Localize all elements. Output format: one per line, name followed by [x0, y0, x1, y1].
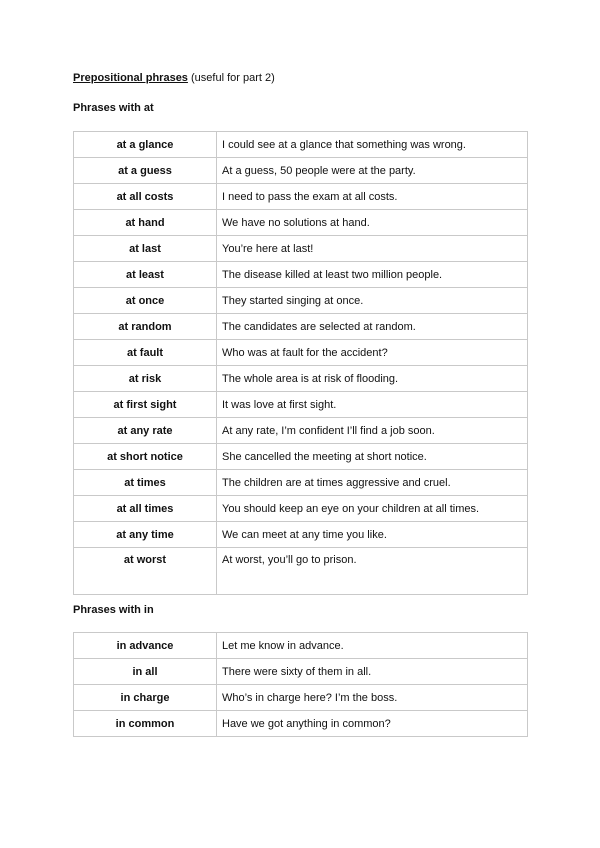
- table-row: [74, 210, 528, 236]
- table-row: [74, 340, 528, 366]
- phrase-cell: at least: [74, 262, 217, 288]
- table-row: [74, 418, 528, 444]
- example-cell: I could see at a glance that something was wrong.: [217, 132, 528, 158]
- example-cell: There were sixty of them in all.: [217, 659, 528, 685]
- example-cell: She cancelled the meeting at short notice.: [217, 444, 528, 470]
- phrase-cell: in advance: [74, 633, 217, 659]
- phrase-cell: at a guess: [74, 158, 217, 184]
- phrase-cell: at times: [74, 470, 217, 496]
- phrase-cell: in charge: [74, 685, 217, 711]
- example-cell: I need to pass the exam at all costs.: [217, 184, 528, 210]
- table-row: [74, 262, 528, 288]
- table-row: [74, 158, 528, 184]
- phrase-cell: at any time: [74, 522, 217, 548]
- phrase-cell: at random: [74, 314, 217, 340]
- example-cell: The whole area is at risk of flooding.: [217, 366, 528, 392]
- table-row: [74, 288, 528, 314]
- table-row: [74, 522, 528, 548]
- example-cell: Who’s in charge here? I’m the boss.: [217, 685, 528, 711]
- example-cell: At worst, you’ll go to prison.: [217, 548, 528, 595]
- table-row: [74, 496, 528, 522]
- section-heading-at: Phrases with at: [73, 102, 154, 114]
- phrase-cell: at any rate: [74, 418, 217, 444]
- title-text: Prepositional phrases: [73, 72, 188, 84]
- example-cell: The disease killed at least two million people.: [217, 262, 528, 288]
- phrases-in-table: [73, 632, 528, 737]
- table-row: [74, 132, 528, 158]
- phrase-cell: at hand: [74, 210, 217, 236]
- section-heading-in: Phrases with in: [73, 604, 154, 616]
- table-row: [74, 685, 528, 711]
- phrase-cell: at fault: [74, 340, 217, 366]
- table-row: [74, 470, 528, 496]
- phrase-cell: at short notice: [74, 444, 217, 470]
- table-row: [74, 711, 528, 737]
- phrase-cell: at all costs: [74, 184, 217, 210]
- example-cell: Let me know in advance.: [217, 633, 528, 659]
- phrase-cell: at last: [74, 236, 217, 262]
- phrase-cell: at worst: [74, 548, 217, 595]
- example-cell: We can meet at any time you like.: [217, 522, 528, 548]
- phrase-cell: at risk: [74, 366, 217, 392]
- example-cell: The children are at times aggressive and cruel.: [217, 470, 528, 496]
- phrase-cell: at all times: [74, 496, 217, 522]
- phrase-cell: at once: [74, 288, 217, 314]
- table-row: [74, 633, 528, 659]
- phrase-cell: at first sight: [74, 392, 217, 418]
- example-cell: Who was at fault for the accident?: [217, 340, 528, 366]
- table-row: [74, 236, 528, 262]
- phrases-at-table: [73, 131, 528, 595]
- phrase-cell: at a glance: [74, 132, 217, 158]
- table-row: [74, 184, 528, 210]
- example-cell: It was love at first sight.: [217, 392, 528, 418]
- table-row: [74, 659, 528, 685]
- example-cell: You’re here at last!: [217, 236, 528, 262]
- example-cell: Have we got anything in common?: [217, 711, 528, 737]
- title-note: (useful for part 2): [187, 72, 275, 84]
- example-cell: We have no solutions at hand.: [217, 210, 528, 236]
- table-row: [74, 366, 528, 392]
- example-cell: At a guess, 50 people were at the party.: [217, 158, 528, 184]
- phrase-cell: in all: [74, 659, 217, 685]
- example-cell: The candidates are selected at random.: [217, 314, 528, 340]
- table-row: [74, 548, 528, 595]
- table-row: [74, 314, 528, 340]
- table-row: [74, 444, 528, 470]
- table-row: [74, 392, 528, 418]
- page-title: [73, 71, 275, 85]
- example-cell: You should keep an eye on your children at all times.: [217, 496, 528, 522]
- example-cell: They started singing at once.: [217, 288, 528, 314]
- phrase-cell: in common: [74, 711, 217, 737]
- example-cell: At any rate, I’m confident I’ll find a job soon.: [217, 418, 528, 444]
